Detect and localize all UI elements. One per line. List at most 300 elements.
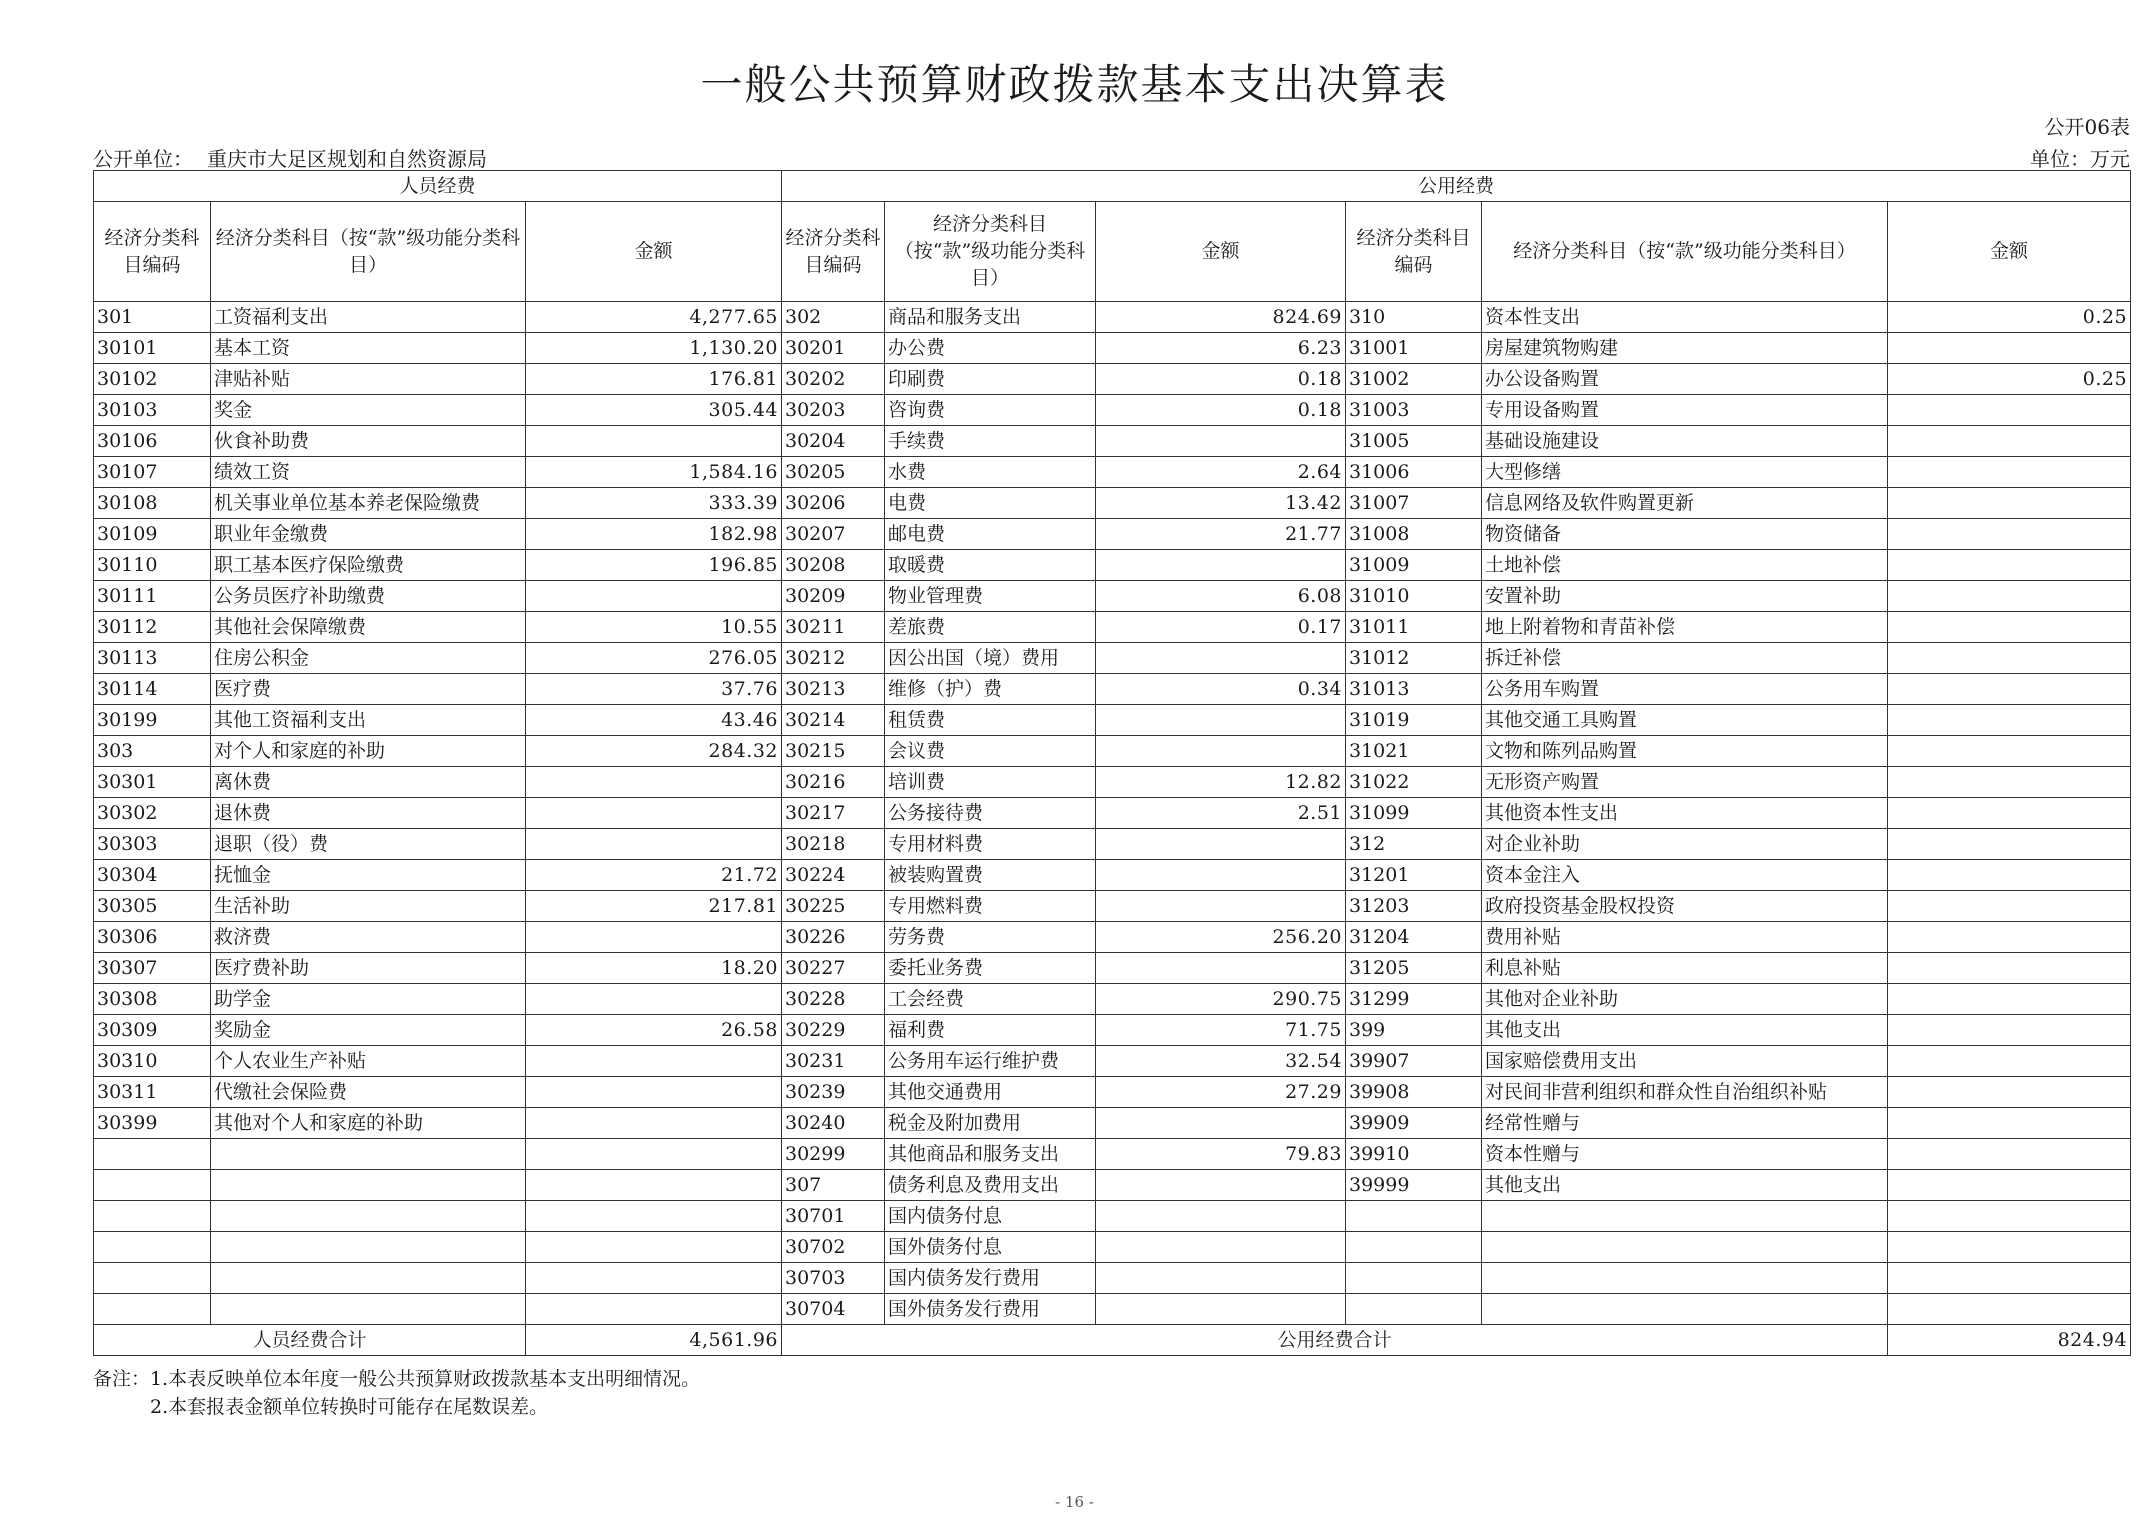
table-row [94,612,2131,643]
cell-code: 30113 [94,643,211,674]
cell-amount [1888,1263,2131,1294]
cell-amount: 2.64 [1096,457,1346,488]
cell-item: 其他交通费用 [885,1077,1096,1108]
cell-item: 职业年金缴费 [211,519,526,550]
cell-amount: 21.72 [526,860,782,891]
cell-item: 其他对企业补助 [1482,984,1888,1015]
cell-item: 助学金 [211,984,526,1015]
public-total-value: 824.94 [1888,1325,2131,1356]
column-header-row [94,202,2131,302]
cell-amount [1888,860,2131,891]
cell-amount: 43.46 [526,705,782,736]
cell-amount [1096,1108,1346,1139]
group-header-row [94,171,2131,202]
cell-code: 30207 [782,519,885,550]
cell-code: 30215 [782,736,885,767]
cell-item: 机关事业单位基本养老保险缴费 [211,488,526,519]
cell-item [211,1232,526,1263]
cell-item: 专用燃料费 [885,891,1096,922]
public-total-label: 公用经费合计 [782,1325,1888,1356]
cell-item [211,1201,526,1232]
cell-item [1482,1201,1888,1232]
table-row [94,1046,2131,1077]
cell-item: 其他交通工具购置 [1482,705,1888,736]
cell-amount [526,767,782,798]
cell-code: 30299 [782,1139,885,1170]
cell-item: 税金及附加费用 [885,1108,1096,1139]
cell-item: 文物和陈列品购置 [1482,736,1888,767]
table-row [94,488,2131,519]
cell-item: 取暖费 [885,550,1096,581]
cell-amount: 0.25 [1888,302,2131,333]
cell-item: 其他支出 [1482,1015,1888,1046]
cell-item: 绩效工资 [211,457,526,488]
cell-code: 30217 [782,798,885,829]
cell-code: 30704 [782,1294,885,1325]
group-personnel: 人员经费 [94,171,782,202]
cell-code: 30114 [94,674,211,705]
cell-amount: 4,277.65 [526,302,782,333]
cell-code: 31009 [1346,550,1482,581]
cell-item: 电费 [885,488,1096,519]
page-title: 一般公共预算财政拨款基本支出决算表 [700,60,1449,109]
cell-code: 31010 [1346,581,1482,612]
cell-item: 委托业务费 [885,953,1096,984]
cell-item: 对个人和家庭的补助 [211,736,526,767]
cell-code: 30231 [782,1046,885,1077]
header-amount-3: 金额 [1888,202,2131,302]
cell-item: 劳务费 [885,922,1096,953]
cell-amount: 6.23 [1096,333,1346,364]
cell-amount: 13.42 [1096,488,1346,519]
cell-amount: 6.08 [1096,581,1346,612]
cell-code: 30208 [782,550,885,581]
cell-amount: 824.69 [1096,302,1346,333]
cell-code: 30225 [782,891,885,922]
cell-amount [1096,1263,1346,1294]
header-code-1: 经济分类科目编码 [94,202,211,302]
table-row [94,984,2131,1015]
cell-code: 30305 [94,891,211,922]
cell-code [1346,1294,1482,1325]
cell-amount [526,1201,782,1232]
cell-item: 专用设备购置 [1482,395,1888,426]
table-row [94,798,2131,829]
cell-item: 其他商品和服务支出 [885,1139,1096,1170]
cell-item: 国外债务付息 [885,1232,1096,1263]
cell-item: 职工基本医疗保险缴费 [211,550,526,581]
cell-amount: 0.18 [1096,395,1346,426]
cell-code: 30206 [782,488,885,519]
cell-code: 399 [1346,1015,1482,1046]
notes [93,1365,700,1421]
cell-code: 30218 [782,829,885,860]
cell-code: 31099 [1346,798,1482,829]
cell-item [211,1139,526,1170]
cell-item: 拆迁补偿 [1482,643,1888,674]
page-number: - 16 - [1055,1493,1094,1511]
reporting-unit [93,143,501,172]
cell-item: 维修（护）费 [885,674,1096,705]
cell-amount: 305.44 [526,395,782,426]
cell-amount [1888,519,2131,550]
table-row [94,922,2131,953]
cell-code: 31006 [1346,457,1482,488]
cell-item: 住房公积金 [211,643,526,674]
cell-amount [1096,550,1346,581]
cell-code: 31002 [1346,364,1482,395]
cell-amount: 79.83 [1096,1139,1346,1170]
cell-amount [526,922,782,953]
cell-amount: 27.29 [1096,1077,1346,1108]
cell-amount: 0.18 [1096,364,1346,395]
cell-item: 代缴社会保险费 [211,1077,526,1108]
cell-item: 救济费 [211,922,526,953]
cell-item: 公务员医疗补助缴费 [211,581,526,612]
cell-code: 30212 [782,643,885,674]
cell-item: 政府投资基金股权投资 [1482,891,1888,922]
cell-code: 30109 [94,519,211,550]
cell-code: 303 [94,736,211,767]
cell-code: 39907 [1346,1046,1482,1077]
group-public: 公用经费 [782,171,2131,202]
cell-item: 公务接待费 [885,798,1096,829]
cell-amount [1888,1108,2131,1139]
cell-code: 30301 [94,767,211,798]
cell-code: 31022 [1346,767,1482,798]
cell-amount: 10.55 [526,612,782,643]
personnel-total-label: 人员经费合计 [94,1325,526,1356]
cell-item: 其他工资福利支出 [211,705,526,736]
table-row [94,705,2131,736]
cell-amount [1888,1077,2131,1108]
cell-code: 30202 [782,364,885,395]
cell-code: 30226 [782,922,885,953]
cell-item: 奖励金 [211,1015,526,1046]
cell-item: 经常性赠与 [1482,1108,1888,1139]
cell-amount: 0.25 [1888,364,2131,395]
cell-code [94,1201,211,1232]
cell-item: 大型修缮 [1482,457,1888,488]
cell-item: 物业管理费 [885,581,1096,612]
cell-item: 基础设施建设 [1482,426,1888,457]
cell-amount: 176.81 [526,364,782,395]
cell-item: 培训费 [885,767,1096,798]
note-1: 备注：1.本表反映单位本年度一般公共预算财政拨款基本支出明细情况。 [93,1368,701,1390]
cell-amount: 290.75 [1096,984,1346,1015]
cell-code: 31021 [1346,736,1482,767]
cell-code: 31299 [1346,984,1482,1015]
cell-amount [1888,767,2131,798]
cell-code: 31201 [1346,860,1482,891]
cell-code: 30203 [782,395,885,426]
cell-code: 31001 [1346,333,1482,364]
cell-item [211,1170,526,1201]
cell-code: 30101 [94,333,211,364]
cell-amount [1888,922,2131,953]
cell-code [94,1232,211,1263]
table-row [94,550,2131,581]
cell-amount [1888,550,2131,581]
table-row [94,1263,2131,1294]
cell-code: 30209 [782,581,885,612]
expenditure-table [93,170,2131,1356]
header-amount-1: 金额 [526,202,782,302]
cell-amount: 18.20 [526,953,782,984]
cell-code: 30204 [782,426,885,457]
cell-item: 邮电费 [885,519,1096,550]
table-row [94,1201,2131,1232]
cell-code [94,1170,211,1201]
cell-item: 津贴补贴 [211,364,526,395]
table-row [94,736,2131,767]
cell-amount [526,798,782,829]
cell-amount [1888,798,2131,829]
cell-item: 资本金注入 [1482,860,1888,891]
cell-item: 工资福利支出 [211,302,526,333]
cell-item: 伙食补助费 [211,426,526,457]
cell-amount [1096,1201,1346,1232]
cell-amount [1096,1294,1346,1325]
cell-item: 对民间非营利组织和群众性自治组织补贴 [1482,1077,1888,1108]
cell-item: 地上附着物和青苗补偿 [1482,612,1888,643]
cell-code: 30703 [782,1263,885,1294]
cell-amount [526,1077,782,1108]
cell-item: 差旅费 [885,612,1096,643]
table-row [94,1170,2131,1201]
cell-code: 30702 [782,1232,885,1263]
cell-item: 物资储备 [1482,519,1888,550]
cell-item: 资本性支出 [1482,302,1888,333]
cell-code: 39999 [1346,1170,1482,1201]
cell-amount: 276.05 [526,643,782,674]
cell-item [211,1263,526,1294]
cell-amount [1096,643,1346,674]
cell-code: 30228 [782,984,885,1015]
cell-item: 生活补助 [211,891,526,922]
cell-item: 退休费 [211,798,526,829]
cell-amount [526,1232,782,1263]
cell-code: 31005 [1346,426,1482,457]
cell-amount: 12.82 [1096,767,1346,798]
cell-code: 30307 [94,953,211,984]
cell-code: 30306 [94,922,211,953]
table-row [94,643,2131,674]
cell-amount: 284.32 [526,736,782,767]
cell-item: 因公出国（境）费用 [885,643,1096,674]
cell-item: 国外债务发行费用 [885,1294,1096,1325]
cell-amount [526,1046,782,1077]
cell-item: 咨询费 [885,395,1096,426]
table-row [94,333,2131,364]
cell-amount: 2.51 [1096,798,1346,829]
cell-item: 其他社会保障缴费 [211,612,526,643]
cell-item: 国家赔偿费用支出 [1482,1046,1888,1077]
cell-amount [1888,581,2131,612]
cell-code: 30304 [94,860,211,891]
table-row [94,891,2131,922]
header-code-3: 经济分类科目编码 [1346,202,1482,302]
cell-amount [1096,829,1346,860]
cell-item: 抚恤金 [211,860,526,891]
cell-item: 办公费 [885,333,1096,364]
cell-amount [1888,1294,2131,1325]
cell-code: 31008 [1346,519,1482,550]
cell-amount [1888,674,2131,705]
cell-amount [526,984,782,1015]
cell-item: 费用补贴 [1482,922,1888,953]
cell-code [94,1294,211,1325]
cell-code: 31019 [1346,705,1482,736]
cell-amount [1096,860,1346,891]
cell-item: 个人农业生产补贴 [211,1046,526,1077]
cell-item [1482,1232,1888,1263]
cell-code: 30201 [782,333,885,364]
cell-amount [526,1294,782,1325]
cell-amount [1096,1232,1346,1263]
cell-code: 39908 [1346,1077,1482,1108]
cell-item: 印刷费 [885,364,1096,395]
cell-code: 30106 [94,426,211,457]
cell-amount [1888,1170,2131,1201]
cell-amount [526,1263,782,1294]
table-row [94,364,2131,395]
header-item-3: 经济分类科目（按“款”级功能分类科目） [1482,202,1888,302]
cell-code: 31204 [1346,922,1482,953]
reporting-unit-label: 公开单位： [93,147,193,171]
cell-amount [1888,1046,2131,1077]
cell-code: 30112 [94,612,211,643]
cell-item: 债务利息及费用支出 [885,1170,1096,1201]
cell-code [1346,1263,1482,1294]
cell-amount [1888,1015,2131,1046]
reporting-unit-name: 重庆市大足区规划和自然资源局 [207,147,487,171]
cell-item: 对企业补助 [1482,829,1888,860]
cell-item: 福利费 [885,1015,1096,1046]
cell-item: 资本性赠与 [1482,1139,1888,1170]
cell-code: 30103 [94,395,211,426]
cell-amount: 0.34 [1096,674,1346,705]
cell-amount [1888,612,2131,643]
cell-amount: 1,130.20 [526,333,782,364]
cell-item: 手续费 [885,426,1096,457]
cell-amount [526,1170,782,1201]
cell-item: 信息网络及软件购置更新 [1482,488,1888,519]
table-row [94,953,2131,984]
header-code-2: 经济分类科目编码 [782,202,885,302]
table-row [94,581,2131,612]
cell-code: 31203 [1346,891,1482,922]
cell-code: 30310 [94,1046,211,1077]
table-row [94,519,2131,550]
cell-code: 30240 [782,1108,885,1139]
cell-amount [1888,395,2131,426]
cell-code: 30214 [782,705,885,736]
cell-code [94,1263,211,1294]
cell-item: 房屋建筑物购建 [1482,333,1888,364]
cell-amount [1888,953,2131,984]
cell-amount [526,1139,782,1170]
cell-amount [526,1108,782,1139]
cell-code: 31011 [1346,612,1482,643]
cell-amount [1888,1232,2131,1263]
cell-amount [1888,705,2131,736]
cell-amount: 333.39 [526,488,782,519]
cell-code: 30224 [782,860,885,891]
cell-code: 31007 [1346,488,1482,519]
table-number: 公开06表 [2044,115,2130,139]
table-row [94,1294,2131,1325]
cell-amount [1096,736,1346,767]
cell-code: 30108 [94,488,211,519]
cell-amount [526,581,782,612]
cell-item: 其他对个人和家庭的补助 [211,1108,526,1139]
cell-code: 30102 [94,364,211,395]
cell-amount [1888,891,2131,922]
cell-amount: 1,584.16 [526,457,782,488]
cell-item: 离休费 [211,767,526,798]
cell-item: 办公设备购置 [1482,364,1888,395]
cell-item: 公务用车运行维护费 [885,1046,1096,1077]
cell-code: 31012 [1346,643,1482,674]
cell-item: 安置补助 [1482,581,1888,612]
cell-amount: 37.76 [526,674,782,705]
table-row [94,674,2131,705]
cell-amount: 0.17 [1096,612,1346,643]
cell-code: 31205 [1346,953,1482,984]
table-row [94,1108,2131,1139]
table-row [94,767,2131,798]
cell-item: 退职（役）费 [211,829,526,860]
cell-amount [1096,1170,1346,1201]
cell-amount [1888,984,2131,1015]
currency-unit: 单位：万元 [2030,147,2130,171]
cell-item: 医疗费补助 [211,953,526,984]
cell-code: 307 [782,1170,885,1201]
table-row [94,860,2131,891]
cell-item: 会议费 [885,736,1096,767]
cell-item: 土地补偿 [1482,550,1888,581]
cell-amount [1888,457,2131,488]
cell-amount: 182.98 [526,519,782,550]
cell-code: 302 [782,302,885,333]
cell-item: 基本工资 [211,333,526,364]
cell-code [94,1139,211,1170]
cell-item [1482,1263,1888,1294]
cell-code: 30205 [782,457,885,488]
cell-code: 31003 [1346,395,1482,426]
cell-code: 30107 [94,457,211,488]
cell-amount [1888,333,2131,364]
cell-item: 其他资本性支出 [1482,798,1888,829]
cell-amount [1888,488,2131,519]
cell-code [1346,1232,1482,1263]
cell-amount [1888,426,2131,457]
cell-code: 30199 [94,705,211,736]
header-amount-2: 金额 [1096,202,1346,302]
cell-code: 30399 [94,1108,211,1139]
table-row [94,457,2131,488]
cell-amount [1888,1139,2131,1170]
cell-code: 31013 [1346,674,1482,705]
header-item-2: 经济分类科目（按“款”级功能分类科目） [885,202,1096,302]
cell-item: 被装购置费 [885,860,1096,891]
cell-code: 30302 [94,798,211,829]
cell-amount: 32.54 [1096,1046,1346,1077]
table-row [94,395,2131,426]
table-row [94,426,2131,457]
cell-amount [1096,891,1346,922]
